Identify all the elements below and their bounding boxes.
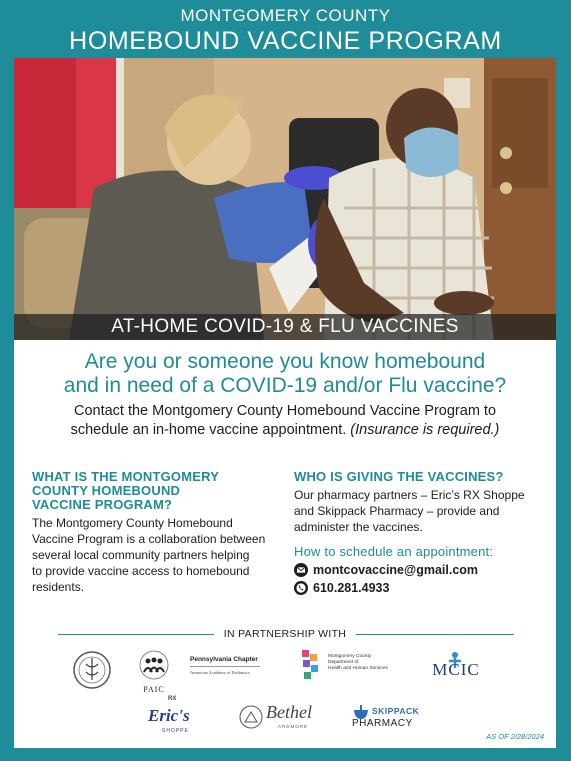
- intro-contact-line1: Contact the Montgomery County Homebound Vaccine Program to: [73, 403, 497, 419]
- what-is-body-line4: to provide vaccine access to homebound: [32, 564, 250, 578]
- bethel-ardmore-logo: [238, 702, 338, 736]
- mcic-logo: [426, 654, 486, 690]
- mcic-label: MCIC: [432, 660, 480, 679]
- what-is-body: [32, 515, 277, 595]
- who-is-body-line2: and Skippack Pharmacy – provide and: [294, 504, 500, 518]
- aap-label: American Academy of Pediatrics: [190, 670, 250, 675]
- erics-rx-label: RX: [168, 696, 177, 702]
- email-row[interactable]: [294, 563, 544, 577]
- montco-line1: Montgomery County: [328, 654, 372, 659]
- montco-line2: Department of: [328, 660, 359, 665]
- aap-divider: [190, 666, 260, 667]
- who-is-body-line3: administer the vaccines.: [294, 520, 423, 534]
- bethel-sub-label: ARDMORE: [278, 724, 309, 729]
- who-is-body: [294, 487, 544, 535]
- what-is-body-line5: residents.: [32, 580, 85, 594]
- skippack-pharmacy-logo: [352, 702, 442, 736]
- bethel-emblem-icon: [238, 704, 264, 730]
- what-is-title-line3: VACCINE PROGRAM?: [32, 497, 173, 512]
- paic-emblem-icon: [136, 650, 172, 680]
- header-program-title: HOMEBOUND VACCINE PROGRAM: [69, 27, 502, 55]
- photo-banner: AT-HOME COVID-19 & FLU VACCINES: [14, 314, 556, 340]
- email-address[interactable]: montcovaccine@gmail.com: [313, 563, 479, 577]
- intro-question-line1: Are you or someone you know homebound: [84, 350, 486, 373]
- info-columns: [32, 470, 542, 620]
- flyer-header: [0, 0, 571, 58]
- what-is-title: [32, 470, 277, 512]
- bethel-label: Bethel: [266, 702, 312, 722]
- skippack-label: SKIPPACK: [372, 706, 420, 716]
- partnership-rule-right: [356, 634, 514, 635]
- vaccination-photo: [14, 58, 556, 340]
- envelope-icon: [294, 563, 308, 577]
- what-is-title-line2: COUNTY HOMEBOUND: [32, 483, 181, 498]
- flyer-content: [14, 340, 556, 748]
- who-is-body-line1: Our pharmacy partners – Eric’s RX Shoppe: [294, 488, 525, 502]
- aap-pa-chapter-logo: [190, 656, 280, 675]
- as-of-date: AS OF 2/28/2024: [486, 732, 544, 741]
- partner-logos: [14, 646, 556, 746]
- erics-label: Eric's: [148, 706, 190, 725]
- intro-contact-line2-wrap: [14, 421, 556, 440]
- intro-contact: [14, 402, 556, 440]
- howto-heading: How to schedule an appointment:: [294, 544, 494, 559]
- montco-line3: Health and Human Services: [328, 666, 388, 671]
- what-is-body-line3: several local community partners helping: [32, 548, 250, 562]
- phone-icon: [294, 581, 308, 595]
- montco-hhs-logo: [300, 648, 410, 688]
- erics-rx-shoppe-logo: [144, 696, 200, 740]
- what-is-body-line1: The Montgomery County Homebound: [32, 516, 233, 530]
- paic-label: PAIC: [143, 685, 165, 694]
- erics-shoppe-label: SHOPPE: [162, 728, 189, 734]
- ahe-seal-logo: [72, 650, 112, 690]
- montco-hhs-emblem-icon: [300, 648, 322, 682]
- partnership-heading-text: IN PARTNERSHIP WITH: [223, 628, 347, 640]
- phone-row[interactable]: [294, 581, 544, 595]
- what-is-title-line1: WHAT IS THE MONTGOMERY: [32, 469, 220, 484]
- intro-question-line2: and in need of a COVID-19 and/or Flu vaccine?: [63, 374, 507, 397]
- header-county: MONTGOMERY COUNTY: [180, 6, 391, 25]
- who-is-title: WHO IS GIVING THE VACCINES?: [294, 469, 504, 484]
- partnership-rule-left: [58, 634, 214, 635]
- insurance-note: (Insurance is required.): [350, 422, 500, 438]
- pa-chapter-label: Pennsylvania Chapter: [190, 656, 258, 663]
- intro-contact-line2: schedule an in-home vaccine appointment.: [70, 422, 347, 438]
- who-is-section: [294, 470, 544, 595]
- phone-number[interactable]: 610.281.4933: [313, 581, 390, 595]
- paic-logo: [136, 650, 172, 694]
- vaccination-photo-illustration: [14, 58, 556, 340]
- intro-question: [14, 340, 556, 398]
- pharmacy-label: PHARMACY: [352, 718, 413, 729]
- what-is-section: [32, 470, 277, 595]
- montco-hhs-text: [328, 654, 388, 672]
- partnership-heading: [14, 628, 556, 640]
- what-is-body-line2: Vaccine Program is a collaboration between: [32, 532, 266, 546]
